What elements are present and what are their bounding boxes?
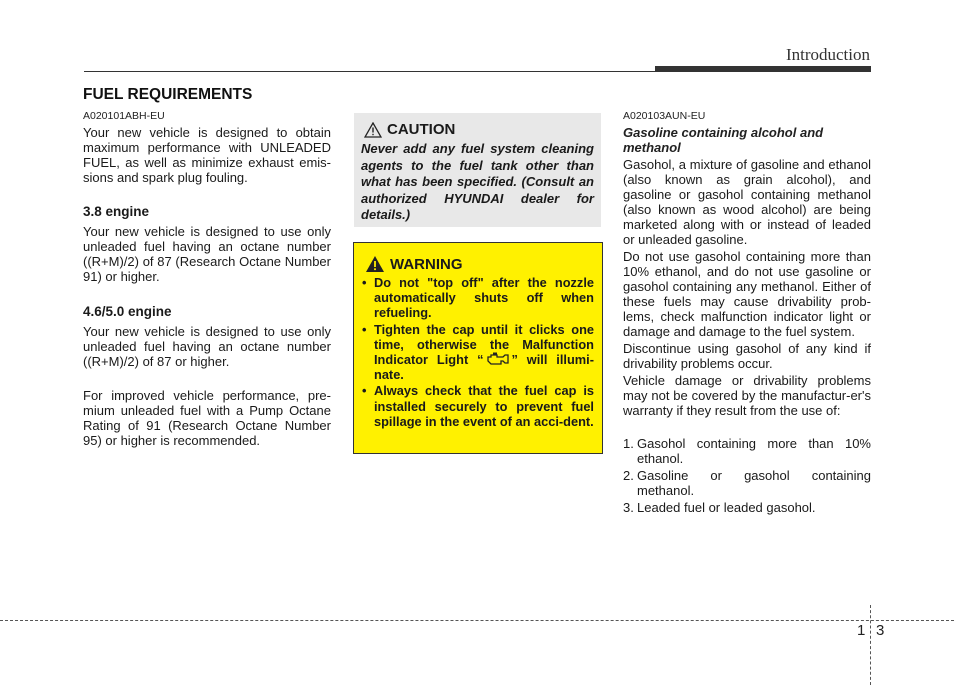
section-title: FUEL REQUIREMENTS (83, 86, 253, 103)
fuel-list (623, 436, 871, 515)
warning-item: • Always check that the fuel cap is installed securely to prevent fuel spillage in the event of an acci-dent. (362, 383, 594, 429)
caution-title (364, 121, 455, 138)
chapter-number: 1 (857, 622, 866, 639)
warning-list (360, 275, 594, 430)
warning-title (365, 255, 463, 273)
alcohol-heading: Gasoline containing alcohol and methanol (623, 125, 824, 155)
subheading-3-8-engine: 3.8 engine (83, 204, 150, 219)
page-number: 3 (876, 622, 885, 639)
warning-item: • Do not "top off" after the nozzle automatically shuts off when refueling. (362, 275, 594, 321)
list-item: 1. Gasohol containing more than 10% ethanol. (623, 436, 871, 466)
premium-fuel-paragraph: For improved vehicle performance, pre-mium unleaded fuel with a Pump Octane Rating of 91 (Research Octane Number 95) or higher is recommended. (83, 388, 331, 448)
warning-item: • Tighten the cap until it clicks one time, otherwise the Malfunction Indicator Light “ ” will illumi-nate. (362, 321, 594, 383)
caution-title-text: CAUTION (387, 121, 456, 138)
warranty-paragraph: Vehicle damage or drivability problems may not be covered by the manufactur-er's warranty if they result from the use of: (623, 373, 871, 418)
check-engine-icon (486, 352, 510, 366)
section-code: A020101ABH-EU (83, 110, 165, 122)
intro-paragraph: Your new vehicle is designed to obtain maximum performance with UNLEADED FUEL, as well as minimize exhaust emis-sions and spark plug fouling. (83, 125, 331, 185)
warning-title-text: WARNING (390, 255, 463, 273)
header-rule (84, 71, 871, 72)
footer-dashed-rule (0, 620, 954, 621)
caution-body: Never add any fuel system cleaning agents to the fuel tank other than what has been specified. (Consult an authorized HYUNDAI dealer for details.) (361, 141, 594, 222)
section-code-right: A020103AUN-EU (623, 110, 706, 122)
list-item: 2. Gasoline or gasohol containing methanol. (623, 468, 871, 498)
warning-box (353, 242, 603, 454)
caution-box (354, 113, 601, 227)
gasohol-paragraph: Gasohol, a mixture of gasoline and ethanol (also known as grain alcohol), and gasoline or gasohol containing methanol (also known as wood alcohol) are being marketed along with or instead of leaded or unleaded gasoline. (623, 157, 871, 247)
header-title: Introduction (785, 45, 870, 64)
caution-triangle-icon (364, 122, 382, 138)
paragraph-4-6-engine: Your new vehicle is designed to use only unleaded fuel having an octane number ((R+M)/2) of 87 or higher. (83, 324, 331, 369)
ethanol-limit-paragraph: Do not use gasohol containing more than 10% ethanol, and do not use gasoline or gasohol containing any methanol. Either of these fuels may cause drivability prob-lems, check malfunction indicator light or damage and damage to the fuel system. (623, 249, 871, 339)
warning-triangle-icon (365, 255, 385, 273)
footer-vertical-rule (870, 605, 871, 685)
discontinue-paragraph: Discontinue using gasohol of any kind if drivability problems occur. (623, 341, 871, 371)
list-item: 3. Leaded fuel or leaded gasohol. (623, 500, 816, 515)
paragraph-3-8-engine: Your new vehicle is designed to use only unleaded fuel having an octane number ((R+M)/2) of 87 (Research Octane Number 91) or higher. (83, 224, 331, 284)
subheading-4-6-engine: 4.6/5.0 engine (83, 304, 172, 319)
